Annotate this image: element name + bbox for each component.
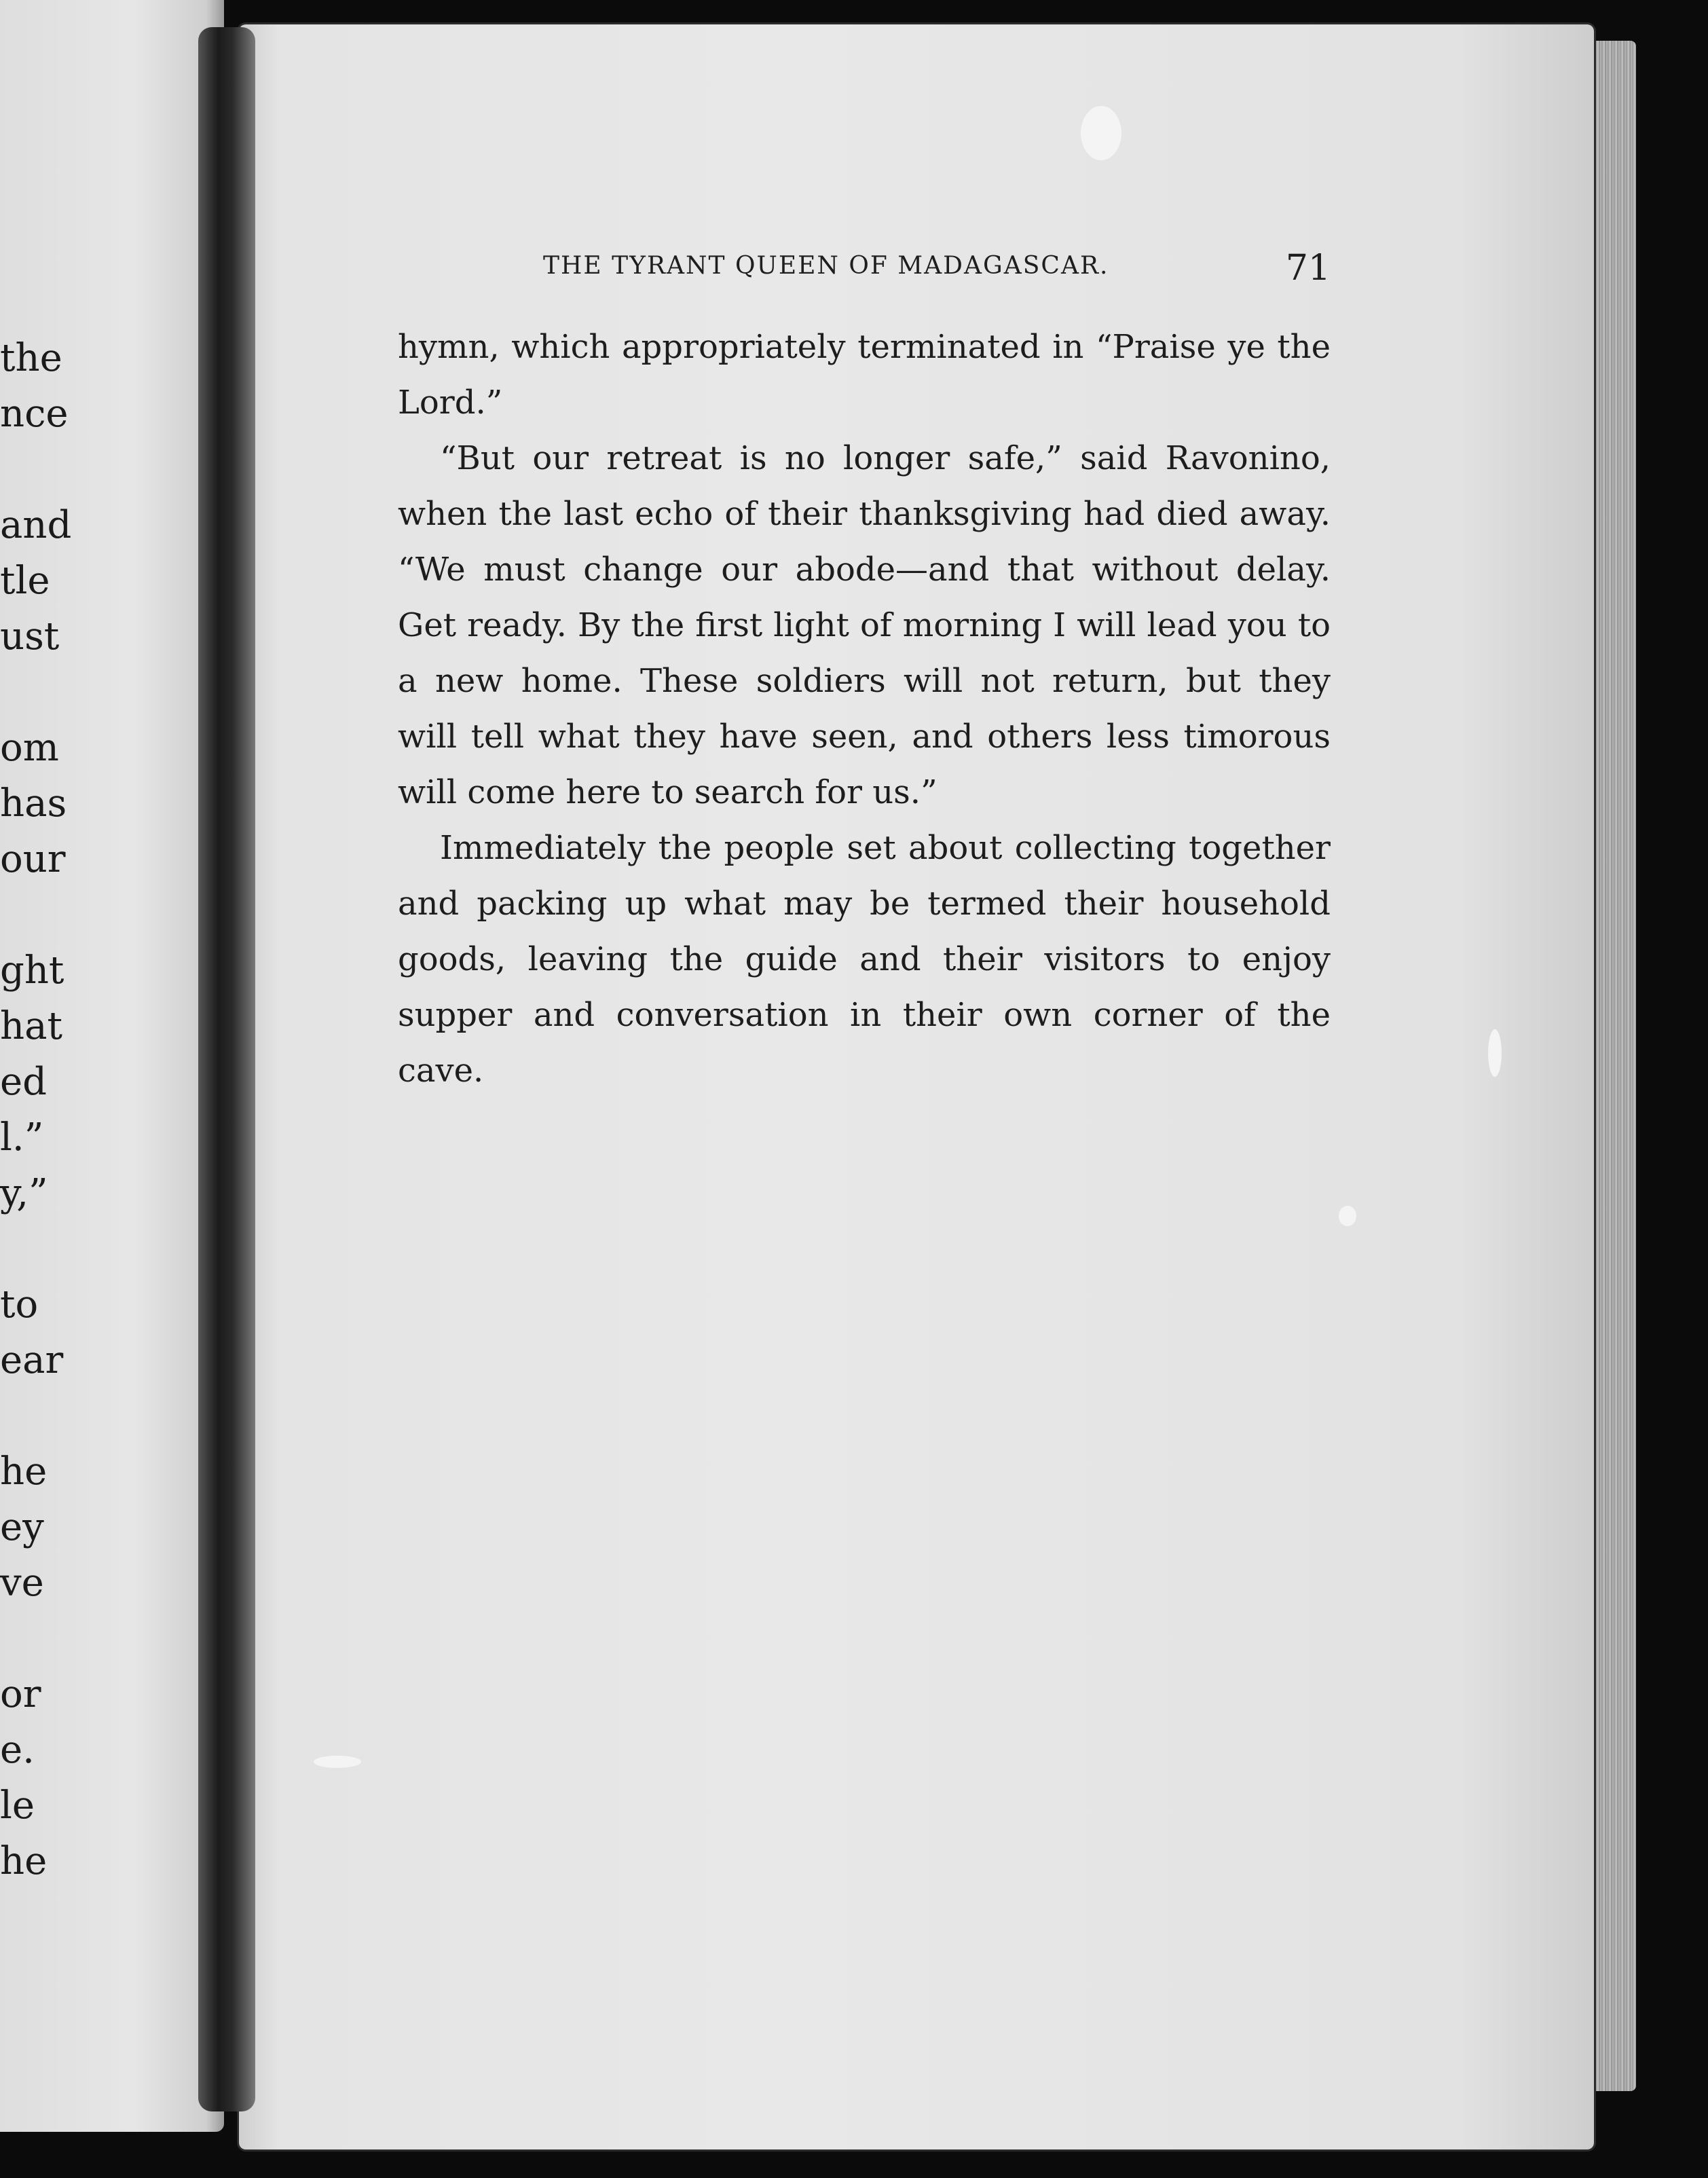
left-line-fragment: ear [0,1338,64,1382]
paragraph: hymn, which appropriately terminated in “Praise ye the Lord.” [398,328,1331,422]
paragraph: “But our retreat is no longer safe,” said Ravonino, when the last echo of their thanksgiving had died away. “We must change our abode—and that without delay. Get ready. By the first light of morning I will lead you to a new home. These soldiers will not return, but they will tell what they have seen, and others less timorous will come here to search for us.” [398,439,1331,811]
left-line-fragment: e. [0,1728,35,1772]
left-line-fragment: om [0,726,59,770]
left-line-fragment: and [0,503,72,547]
paper-speck [314,1756,361,1768]
body-text [398,319,1331,1099]
left-line-fragment: tle [0,559,50,603]
left-line-fragment: ust [0,614,60,659]
left-line-fragment: hat [0,1004,62,1048]
paper-speck [1488,1029,1502,1077]
paper-speck [1081,106,1121,160]
left-line-fragment: ve [0,1561,44,1605]
running-title: THE TYRANT QUEEN OF MADAGASCAR. [543,252,1109,280]
left-line-fragment: ey [0,1505,44,1549]
left-line-fragment: or [0,1672,41,1716]
left-line-fragment: the [0,336,62,380]
left-line-fragment: he [0,1839,48,1883]
paragraph: Immediately the people set about collecting together and packing up what may be termed their household goods, leaving the guide and their visitors to enjoy supper and conversation in their own corner of the cave. [398,829,1331,1090]
left-line-fragment: ght [0,948,64,993]
left-line-fragment: y,” [0,1171,48,1215]
running-head [543,248,1331,295]
left-line-fragment: le [0,1784,35,1828]
left-line-fragment: l.” [0,1115,44,1160]
left-line-fragment: has [0,781,67,826]
left-line-fragment: nce [0,392,69,436]
previous-page-fragment [0,0,224,2132]
left-line-fragment: ed [0,1060,47,1104]
paper-speck [1339,1206,1356,1226]
left-line-fragment: our [0,837,66,881]
book-gutter [198,27,255,2111]
page-number: 71 [1285,248,1331,289]
left-line-fragment: to [0,1282,39,1327]
left-line-fragment: he [0,1450,48,1494]
